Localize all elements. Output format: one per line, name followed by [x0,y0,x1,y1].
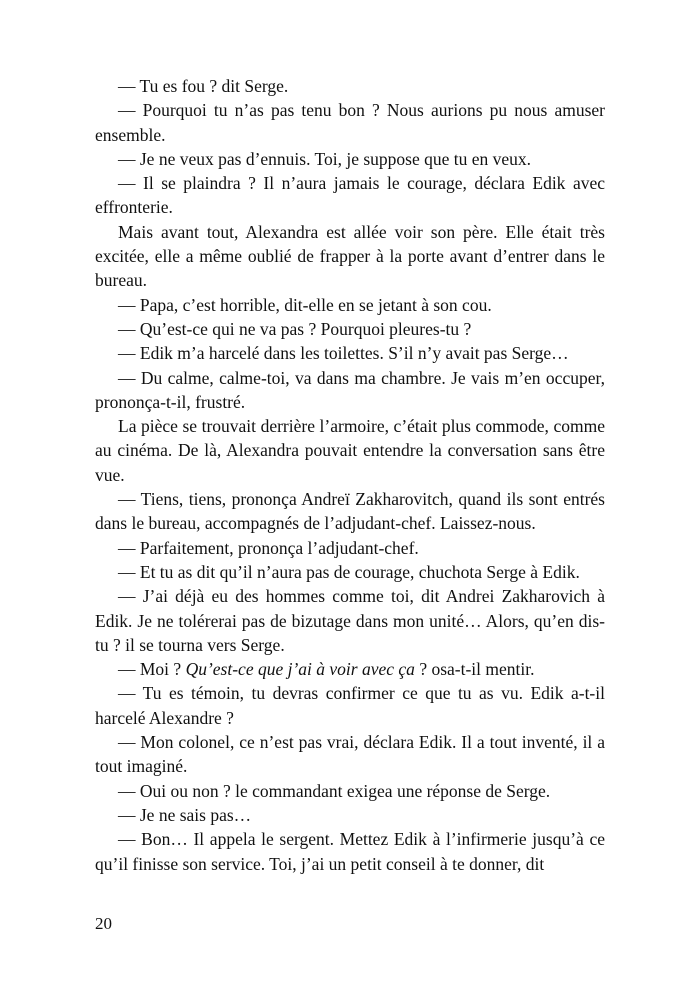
paragraph-15-lead: — Moi ? [118,659,186,680]
paragraph-17: — Mon colonel, ce n’est pas vrai, déclara Edik. Il a tout inventé, il a tout imaginé. [95,732,605,777]
paragraph-9: — Du calme, calme-toi, va dans ma chambre. Je vais m’en occuper, prononça-t-il, frustré. [95,367,605,412]
paragraph-6: — Papa, c’est horrible, dit-elle en se jetant à son cou. [118,294,492,315]
page-number: 20 [95,914,112,933]
paragraph-10: La pièce se trouvait derrière l’armoire, c’était plus commode, comme au cinéma. De là, Alexandra pouvait entendre la conversation sans être vue. [95,416,605,485]
paragraph-11: — Tiens, tiens, prononça Andreï Zakharovitch, quand ils sont entrés dans le bureau, accompagnés de l’adjudant-chef. Laissez-nous. [95,489,605,534]
paragraph-8: — Edik m’a harcelé dans les toilettes. S’il n’y avait pas Serge… [118,343,569,364]
paragraph-13: — Et tu as dit qu’il n’aura pas de courage, chuchota Serge à Edik. [118,561,580,582]
paragraph-19: — Je ne sais pas… [118,804,252,825]
paragraph-20: — Bon… Il appela le sergent. Mettez Edik à l’infirmerie jusqu’à ce qu’il finisse son service. Toi, j’ai un petit conseil à te donner, dit [95,829,605,874]
paragraph-1: — Tu es fou ? dit Serge. [118,76,289,96]
paragraph-15-tail: ? osa-t-il mentir. [414,659,535,680]
paragraph-5: Mais avant tout, Alexandra est allée voir son père. Elle était très excitée, elle a même oublié de frapper à la porte avant d’entrer dans le bureau. [95,221,605,291]
paragraph-2: — Pourquoi tu n’as pas tenu bon ? Nous aurions pu nous amuser ensemble. [95,100,605,145]
page-body [95,74,605,876]
paragraph-15 [95,657,605,681]
paragraph-7: — Qu’est-ce qui ne va pas ? Pourquoi pleures-tu ? [118,318,472,339]
paragraph-15-italic: Qu’est-ce que j’ai à voir avec ça [185,659,415,680]
paragraph-14: — J’ai déjà eu des hommes comme toi, dit Andrei Zakharovich à Edik. Je ne tolérerai pas de bizutage dans mon unité… Alors, qu’en dis-tu ? il se tourna vers Serge. [95,586,605,655]
paragraph-4: — Il se plaindra ? Il n’aura jamais le courage, déclara Edik avec effronterie. [95,173,605,218]
paragraph-3: — Je ne veux pas d’ennuis. Toi, je suppose que tu en veux. [118,148,532,169]
paragraph-12: — Parfaitement, prononça l’adjudant-chef. [118,537,419,558]
paragraph-16: — Tu es témoin, tu devras confirmer ce que tu as vu. Edik a-t-il harcelé Alexandre ? [95,683,605,728]
paragraph-18: — Oui ou non ? le commandant exigea une réponse de Serge. [118,780,551,801]
